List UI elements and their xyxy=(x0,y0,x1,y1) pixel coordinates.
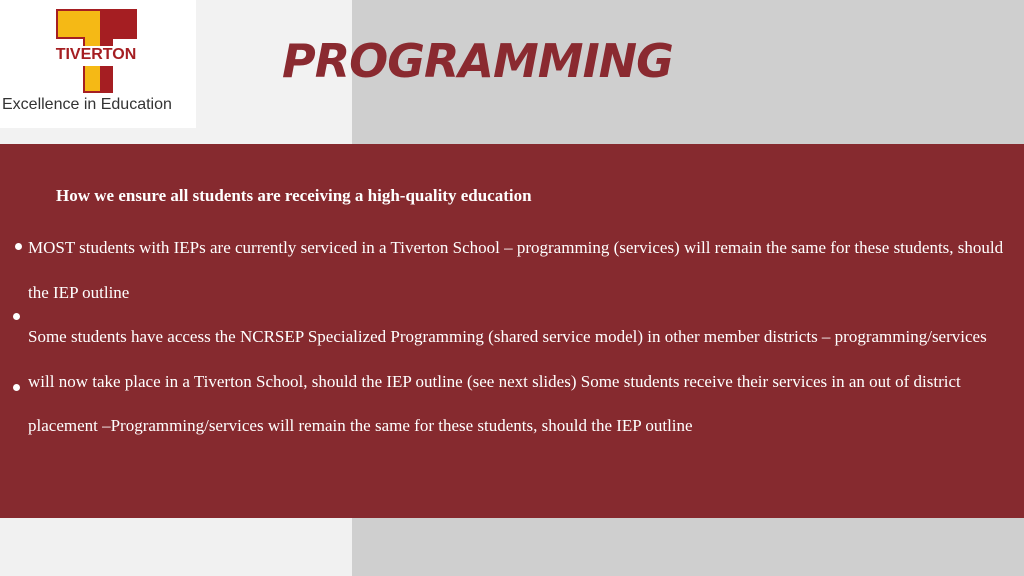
slide-title: PROGRAMMING xyxy=(282,34,673,88)
logo-name: TIVERTON xyxy=(55,46,137,63)
bullet-paragraph-2: Some students have access the NCRSEP Specialized Programming (shared service model) in other member districts – programming/services will now take place in a Tiverton School, should the IEP outline (see next slides) xyxy=(28,327,987,391)
subheading: How we ensure all students are receiving a high-quality education xyxy=(56,186,532,205)
logo-tagline: Excellence in Education xyxy=(2,96,172,113)
content-panel xyxy=(0,144,1024,518)
bullet-paragraph-1: MOST students with IEPs are currently serviced in a Tiverton School – programming (services) will remain the same for these students, should the IEP outline xyxy=(28,238,1004,302)
bullet-paragraph-3: Some students receive their services in an out of district placement –Programming/services will remain the same for these students, should the IEP outline xyxy=(28,371,961,435)
bullet-list xyxy=(28,226,1013,449)
school-logo xyxy=(0,0,196,128)
bullet-2-icon xyxy=(13,313,20,320)
bullet-3-icon xyxy=(13,384,20,391)
bullet-1-icon xyxy=(15,243,22,250)
footer-right-background xyxy=(352,518,1024,576)
